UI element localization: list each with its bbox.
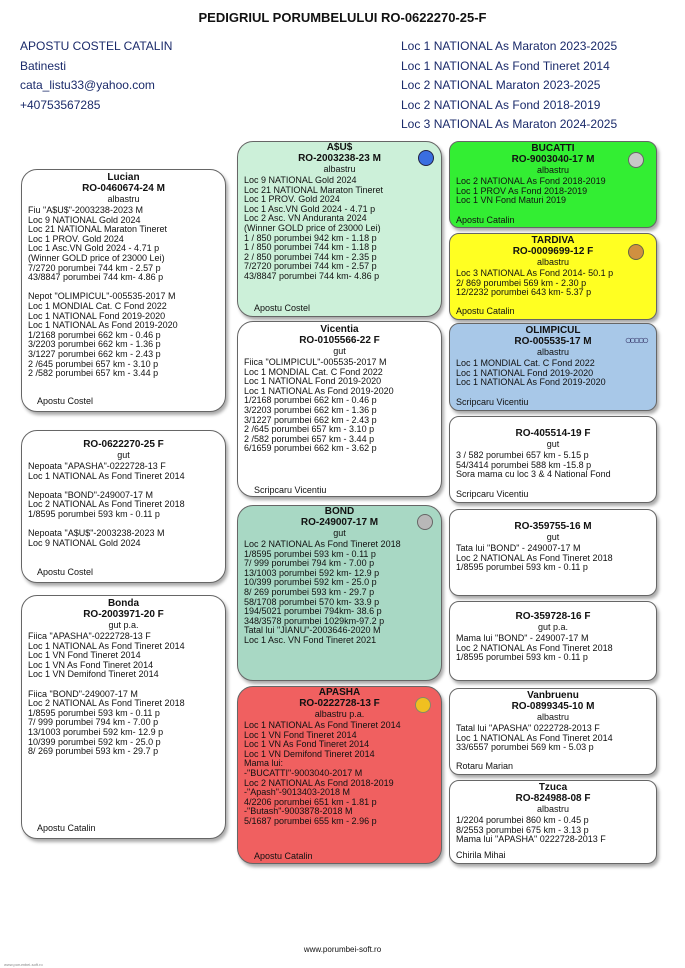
page-title: PEDIGRIUL PORUMBELULUI RO-0622270-25-F — [198, 10, 487, 25]
card-name: Vicentia — [320, 324, 359, 335]
card-ring: RO-359755-16 M — [514, 521, 592, 532]
card-name: Bonda — [107, 598, 140, 609]
silver-medal-icon — [417, 514, 433, 530]
card-color: gut — [333, 528, 346, 538]
card-name: Tzuca — [538, 782, 568, 793]
card-color: gut p.a. — [537, 622, 569, 632]
card-breeder: Rotaru Marian — [456, 761, 514, 771]
card-color: albastru p.a. — [314, 709, 365, 719]
card-color: albastru — [536, 804, 570, 814]
card-name: BUCATTI — [531, 143, 575, 154]
card-ring: RO-0009699-12 F — [512, 246, 594, 257]
card-ring: RO-824988-08 F — [515, 793, 591, 804]
card-dss[interactable] — [449, 509, 657, 596]
card-details: Nepoata "APASHA"-0222728-13 F Loc 1 NATIONAL As Fond Tineret 2014 Nepoata "BOND"-249007-17 M Loc 2 NATIONAL As Fond Tineret 2018 1/8595 porumbei 593 km - 0.11 p Nepoata "A$U$"-2003238-2023 M Loc 9 NATIONAL Gold 2024 — [28, 461, 185, 548]
card-name: APASHA — [318, 687, 361, 698]
card-sdd[interactable] — [449, 416, 657, 503]
card-details: Fiica "APASHA"-0222728-13 F Loc 1 NATIONAL As Fond Tineret 2014 Loc 1 VN Fond Tineret 2014 Loc 1 VN As Fond Tineret 2014 Loc 1 VN Demifond Tineret 2014 Fiica "BOND"-249007-17 M Loc 2 NATIONAL As Fond Tineret 2018 1/8595 porumbei 593 km - 0.11 p 7/ 999 porumbei 794 km - 7.00 p 13/1003 porumbei 592 km- 12.9 p 10/399 porumbei 592 km - 25.0 p 8/ 269 porumbei 593 km - 29.7 p — [28, 631, 185, 757]
card-subject[interactable] — [21, 430, 226, 583]
card-sss[interactable] — [449, 141, 657, 228]
card-dam[interactable] — [21, 595, 226, 839]
card-details: Tatal lui "APASHA" 0222728-2013 F Loc 1 NATIONAL As Fond Tineret 2014 33/6557 porumbei 569 km - 5.03 p — [456, 723, 613, 753]
card-sire[interactable] — [21, 169, 226, 412]
card-details: Loc 3 NATIONAL As Fond 2014- 50.1 p 2/ 869 porumbei 569 km - 2.30 p 12/2232 porumbei 643 km- 5.37 p — [456, 268, 614, 298]
card-details: Mama lui "BOND" - 249007-17 M Loc 2 NATIONAL As Fond Tineret 2018 1/8595 porumbei 593 km - 0.11 p — [456, 633, 613, 663]
card-color: gut — [546, 532, 560, 542]
card-name: BOND — [324, 506, 355, 517]
card-details: Fiu "A$U$"-2003238-2023 M Loc 9 NATIONAL Gold 2024 Loc 21 NATIONAL Maraton Tineret Loc 1 PROV. Gold 2024 Loc 1 Asc.VN Gold 2024 - 4.71 p (Winner GOLD price of 23000 Lei) 7/2720 porumbei 744 km - 2.57 p 43/8847 porumbei 744 km- 4.86 p Nepot "OLIMPICUL"-005535-2017 M Loc 1 MONDIAL Cat. C Fond 2022 Loc 1 NATIONAL Fond 2019-2020 Loc 1 NATIONAL As Fond 2019-2020 1/2168 porumbei 662 km - 0.46 p 3/2203 porumbei 662 km - 1.36 p 3/1227 porumbei 662 km - 2.43 p 2 /645 porumbei 657 km - 3.10 p 2 /582 porumbei 657 km - 3.44 p — [28, 205, 178, 379]
card-color: gut — [117, 450, 130, 460]
owner-name: APOSTU COSTEL CATALIN — [20, 39, 173, 53]
result-item: Loc 3 NATIONAL As Maraton 2024-2025 — [401, 117, 618, 131]
card-ring: RO-0105566-22 F — [299, 335, 380, 346]
card-color: albastru — [536, 712, 570, 722]
card-ring: RO-005535-17 M — [514, 336, 592, 347]
card-details: Loc 1 MONDIAL Cat. C Fond 2022 Loc 1 NATIONAL Fond 2019-2020 Loc 1 NATIONAL As Fond 2019-2020 — [456, 358, 606, 388]
card-color: gut — [333, 346, 346, 356]
card-breeder: Apostu Catalin — [456, 215, 515, 225]
card-color: albastru — [536, 347, 570, 357]
card-ring: RO-0460674-24 M — [82, 183, 165, 194]
card-breeder: Chirila Mihai — [456, 850, 506, 860]
card-breeder: Scripcaru Vicentiu — [456, 489, 529, 499]
card-sds[interactable] — [449, 323, 657, 411]
card-ring: RO-0222728-13 F — [299, 698, 380, 709]
owner-phone: +40753567285 — [20, 97, 101, 112]
card-color: albastru — [536, 165, 570, 175]
owner-email[interactable]: cata_listu33@yahoo.com — [20, 78, 155, 92]
card-details: Loc 2 NATIONAL As Fond 2018-2019 Loc 1 PROV As Fond 2018-2019 Loc 1 VN Fond Maturi 2019 — [456, 176, 606, 206]
card-details: Loc 1 NATIONAL As Fond Tineret 2014 Loc 1 VN Fond Tineret 2014 Loc 1 VN As Fond Tineret 2014 Loc 1 VN Demifond Tineret 2014 Mama lui: -"BUCATTI"-9003040-2017 M Loc 2 NATIONAL As Fond 2018-2019 -"Apash"-9013403-2018 M 4/2206 porumbei 651 km - 1.81 p -"Butash"-9003878-2018 M 5/1687 porumbei 655 km - 2.96 p — [244, 720, 401, 826]
card-color: albastru — [323, 164, 356, 174]
card-color: gut p.a. — [108, 620, 139, 630]
card-ddd[interactable] — [449, 780, 657, 864]
owner-info — [20, 37, 172, 115]
result-item: Loc 2 NATIONAL As Fond 2018-2019 — [401, 97, 601, 112]
bronze-medal-icon — [628, 244, 644, 260]
card-breeder: Apostu Catalin — [254, 851, 313, 861]
card-name: OLIMPICUL — [525, 325, 581, 336]
card-sire-sire[interactable] — [237, 141, 442, 317]
card-color: gut — [546, 439, 560, 449]
card-breeder: Apostu Costel — [37, 396, 94, 406]
card-dds[interactable] — [449, 688, 657, 775]
silver-medal-icon — [628, 152, 644, 168]
blue-medal-icon — [418, 150, 434, 166]
card-details: Fiica "OLIMPICUL"-005535-2017 M Loc 1 MONDIAL Cat. C Fond 2022 Loc 1 NATIONAL Fond 2019-2020 Loc 1 NATIONAL As Fond 2019-2020 1/2168 porumbei 662 km - 0.46 p 3/2203 porumbei 662 km - 1.36 p 3/1227 porumbei 662 km - 2.43 p 2 /645 porumbei 657 km - 3.10 p 2 /582 porumbei 657 km - 3.44 p 6/1659 porumbei 662 km - 3.62 p — [244, 357, 394, 454]
card-ring: RO-249007-17 M — [300, 517, 379, 528]
card-ring: RO-2003238-23 M — [298, 153, 381, 164]
result-item: Loc 1 NATIONAL As Fond Tineret 2014 — [401, 58, 610, 73]
card-sire-dam[interactable] — [237, 321, 442, 497]
card-name: TARDIVA — [531, 235, 575, 246]
card-name: A$U$ — [326, 142, 353, 153]
card-details: Loc 9 NATIONAL Gold 2024 Loc 21 NATIONAL Maraton Tineret Loc 1 PROV. Gold 2024 Loc 1 Asc.VN Gold 2024 - 4.71 p Loc 2 Asc. VN Anduranta 2024 (Winner GOLD price of 23000 Lei) 1 / 850 porumbei 942 km - 1.18 p 1 / 850 porumbei 744 km - 1.18 p 2 / 850 porumbei 744 km - 2.35 p 7/2720 porumbei 744 km - 2.57 p 43/8847 porumbei 744 km- 4.86 p — [244, 175, 384, 281]
card-ring: RO-405514-19 F — [515, 428, 591, 439]
card-breeder: Scripcaru Vicentiu — [254, 485, 327, 495]
card-dsd[interactable] — [449, 601, 657, 681]
footer-link[interactable]: www.porumbei-soft.ro — [303, 945, 382, 954]
card-name: Lucian — [107, 172, 140, 183]
card-ring: RO-0899345-10 M — [511, 701, 595, 712]
card-dam-sire[interactable] — [237, 505, 442, 681]
card-ring: RO-9003040-17 M — [511, 154, 595, 165]
card-breeder: Scripcaru Vicentiu — [456, 397, 529, 407]
card-details: Loc 2 NATIONAL As Fond Tineret 2018 1/8595 porumbei 593 km - 0.11 p 7/ 999 porumbei 794 km - 7.00 p 13/1003 porumbei 592 km- 12.9 p 10/399 porumbei 592 km - 25.0 p 8/ 269 porumbei 593 km - 29.7 p 58/1708 porumbei 570 km- 33.9 p 194/5021 porumbei 794km- 38.6 p 348/3578 porumbei 1029km-97.2 p Tatal lui "JIANU"-2003646-2020 M Loc 1 Asc. VN Fond Tineret 2021 — [244, 539, 401, 645]
card-breeder: Apostu Catalin — [37, 823, 96, 833]
subject-results — [401, 37, 617, 135]
card-details: Tata lui "BOND" - 249007-17 M Loc 2 NATIONAL As Fond Tineret 2018 1/8595 porumbei 593 km - 0.11 p — [456, 543, 613, 573]
card-ring: RO-2003971-20 F — [83, 609, 164, 620]
gold-medal-icon — [415, 697, 431, 713]
olympic-rings-icon: ○○○○○ — [624, 333, 646, 347]
card-breeder: Apostu Costel — [254, 303, 311, 313]
card-ring: RO-359728-16 F — [515, 611, 591, 622]
card-color: albastru — [536, 257, 570, 267]
card-details: 3 / 582 porumbei 657 km - 5.15 p 54/3414 porumbei 588 km -15.8 p Sora mama cu loc 3 & 4 National Fond — [456, 450, 611, 480]
owner-city: Batinesti — [20, 58, 67, 73]
card-dam-dam[interactable] — [237, 686, 442, 864]
card-details: 1/2204 porumbei 860 km - 0.45 p 8/2553 porumbei 675 km - 3.13 p Mama lui "APASHA" 0222728-2013 F — [456, 815, 606, 845]
result-item: Loc 2 NATIONAL Maraton 2023-2025 — [401, 78, 601, 92]
result-item: Loc 1 NATIONAL As Maraton 2023-2025 — [401, 39, 618, 53]
card-name: Vanbruenu — [527, 690, 579, 701]
card-breeder: Apostu Costel — [37, 567, 94, 577]
card-breeder: Apostu Catalin — [456, 306, 515, 316]
card-ring: RO-0622270-25 F — [83, 439, 164, 450]
corner-watermark: www.porumbei-soft.ro — [4, 962, 43, 967]
card-color: albastru — [107, 194, 140, 204]
card-ssd[interactable] — [449, 233, 657, 320]
